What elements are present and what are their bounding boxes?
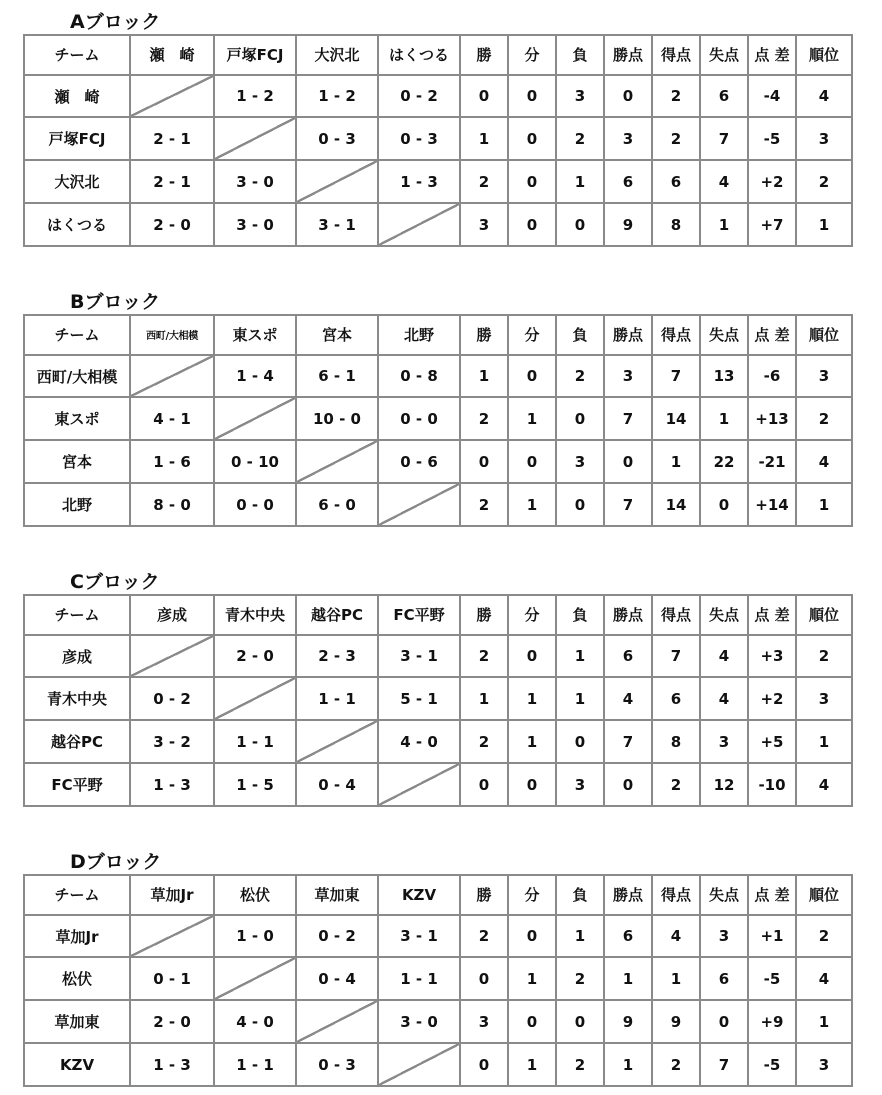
table-cell: 0 <box>508 203 556 246</box>
table-cell: 3 - 1 <box>378 915 460 958</box>
table-cell: -4 <box>748 75 796 118</box>
table-cell: 1 <box>460 355 508 398</box>
table-cell: 4 - 0 <box>378 720 460 763</box>
table-row <box>24 677 852 720</box>
table-cell: 1 - 3 <box>130 763 214 806</box>
header-cell: 勝 <box>460 35 508 75</box>
table-row <box>24 1043 852 1086</box>
diagonal-cell <box>378 203 460 246</box>
table-cell: 3 - 1 <box>296 203 378 246</box>
table-cell: 0 <box>508 160 556 203</box>
table-cell: 0 <box>556 1000 604 1043</box>
table-cell: 1 <box>652 440 700 483</box>
table-cell: 4 <box>796 75 852 118</box>
table-cell: 1 <box>796 1000 852 1043</box>
diagonal-cell <box>378 1043 460 1086</box>
header-cell: 勝点 <box>604 315 652 355</box>
table-cell: 3 <box>796 1043 852 1086</box>
table-cell: 3 <box>604 355 652 398</box>
table-cell: 7 <box>604 397 652 440</box>
header-cell: 分 <box>508 875 556 915</box>
team-name-cell: 青木中央 <box>24 677 130 720</box>
table-cell: 1 - 6 <box>130 440 214 483</box>
table-cell: 1 - 4 <box>214 355 296 398</box>
table-row <box>24 75 852 118</box>
header-cell: 戸塚FCJ <box>214 35 296 75</box>
table-cell: 1 <box>460 117 508 160</box>
table-cell: 0 - 2 <box>378 75 460 118</box>
table-cell: 3 <box>796 355 852 398</box>
table-cell: 12 <box>700 763 748 806</box>
table-cell: 6 <box>604 915 652 958</box>
table-row <box>24 1000 852 1043</box>
standings-table <box>23 314 853 527</box>
table-cell: 0 <box>700 483 748 526</box>
table-cell: -5 <box>748 117 796 160</box>
header-cell: 順位 <box>796 315 852 355</box>
table-row <box>24 440 852 483</box>
table-cell: 1 - 3 <box>130 1043 214 1086</box>
team-name-cell: はくつる <box>24 203 130 246</box>
table-cell: +1 <box>748 915 796 958</box>
table-cell: 2 <box>556 355 604 398</box>
table-cell: 4 - 0 <box>214 1000 296 1043</box>
table-cell: 0 <box>508 915 556 958</box>
header-cell: 勝点 <box>604 875 652 915</box>
block-title: Cブロック <box>70 571 160 593</box>
standings-table <box>23 594 853 807</box>
diagonal-cell <box>378 483 460 526</box>
table-cell: 2 <box>460 915 508 958</box>
header-cell: 負 <box>556 875 604 915</box>
table-cell: 3 <box>796 117 852 160</box>
table-cell: 2 <box>460 635 508 678</box>
header-cell: 勝 <box>460 875 508 915</box>
table-cell: 0 <box>508 355 556 398</box>
header-cell: 得点 <box>652 875 700 915</box>
table-cell: 2 <box>652 75 700 118</box>
header-cell: 彦成 <box>130 595 214 635</box>
team-name-cell: 草加Jr <box>24 915 130 958</box>
table-cell: 0 - 6 <box>378 440 460 483</box>
table-cell: 7 <box>652 355 700 398</box>
table-cell: 1 - 1 <box>214 1043 296 1086</box>
table-cell: 0 <box>460 957 508 1000</box>
table-cell: 3 - 0 <box>214 203 296 246</box>
table-cell: 0 <box>604 75 652 118</box>
table-cell: 0 - 3 <box>296 117 378 160</box>
table-cell: 3 - 1 <box>378 635 460 678</box>
team-name-cell: 宮本 <box>24 440 130 483</box>
team-name-cell: 松伏 <box>24 957 130 1000</box>
table-cell: -6 <box>748 355 796 398</box>
table-row <box>24 397 852 440</box>
table-cell: -5 <box>748 1043 796 1086</box>
header-cell: 東スポ <box>214 315 296 355</box>
diagonal-cell <box>214 677 296 720</box>
header-cell: 越谷PC <box>296 595 378 635</box>
header-cell: 順位 <box>796 875 852 915</box>
table-cell: 3 <box>700 720 748 763</box>
table-cell: 0 - 2 <box>296 915 378 958</box>
table-cell: 0 <box>508 1000 556 1043</box>
table-cell: 1 <box>508 1043 556 1086</box>
table-cell: 4 <box>700 635 748 678</box>
table-cell: 4 - 1 <box>130 397 214 440</box>
table-row <box>24 720 852 763</box>
table-cell: 9 <box>604 1000 652 1043</box>
table-row <box>24 915 852 958</box>
header-cell: 草加Jr <box>130 875 214 915</box>
table-cell: 2 - 0 <box>130 203 214 246</box>
table-cell: 0 <box>556 483 604 526</box>
table-cell: 4 <box>604 677 652 720</box>
diagonal-cell <box>214 397 296 440</box>
header-cell: 順位 <box>796 595 852 635</box>
table-cell: 2 - 0 <box>130 1000 214 1043</box>
diagonal-cell <box>378 763 460 806</box>
header-cell: チーム <box>24 315 130 355</box>
table-cell: 0 <box>508 75 556 118</box>
table-cell: 8 <box>652 720 700 763</box>
table-cell: 1 <box>700 397 748 440</box>
table-cell: +5 <box>748 720 796 763</box>
table-cell: 10 - 0 <box>296 397 378 440</box>
team-name-cell: 大沢北 <box>24 160 130 203</box>
header-cell: チーム <box>24 875 130 915</box>
table-cell: 2 <box>652 117 700 160</box>
diagonal-cell <box>296 160 378 203</box>
table-row <box>24 763 852 806</box>
header-cell: 勝点 <box>604 35 652 75</box>
table-cell: 1 - 3 <box>378 160 460 203</box>
table-cell: 0 <box>604 440 652 483</box>
table-cell: 2 <box>460 397 508 440</box>
header-cell: 失点 <box>700 35 748 75</box>
table-cell: 3 - 0 <box>378 1000 460 1043</box>
table-cell: 1 <box>652 957 700 1000</box>
table-cell: 4 <box>700 677 748 720</box>
table-cell: 0 <box>508 117 556 160</box>
table-cell: 3 <box>460 203 508 246</box>
team-name-cell: 越谷PC <box>24 720 130 763</box>
table-cell: 1 - 1 <box>296 677 378 720</box>
table-cell: -5 <box>748 957 796 1000</box>
table-cell: 1 <box>556 635 604 678</box>
table-cell: 2 <box>556 957 604 1000</box>
header-cell: 西町/大相模 <box>130 315 214 355</box>
table-cell: 0 <box>460 75 508 118</box>
table-cell: 0 - 8 <box>378 355 460 398</box>
table-cell: 14 <box>652 483 700 526</box>
table-cell: 7 <box>700 117 748 160</box>
table-cell: 3 <box>700 915 748 958</box>
table-cell: -21 <box>748 440 796 483</box>
table-cell: 2 <box>556 1043 604 1086</box>
table-cell: 2 <box>460 720 508 763</box>
table-cell: 6 <box>604 635 652 678</box>
diagonal-cell <box>130 355 214 398</box>
table-row <box>24 483 852 526</box>
header-cell: チーム <box>24 35 130 75</box>
header-cell: 負 <box>556 35 604 75</box>
table-cell: -10 <box>748 763 796 806</box>
header-cell: 北野 <box>378 315 460 355</box>
header-cell: 勝 <box>460 595 508 635</box>
table-cell: 6 <box>652 677 700 720</box>
table-cell: 7 <box>604 483 652 526</box>
header-cell: 勝点 <box>604 595 652 635</box>
table-cell: 2 - 1 <box>130 117 214 160</box>
diagonal-cell <box>130 75 214 118</box>
table-cell: 4 <box>796 763 852 806</box>
table-cell: 2 - 0 <box>214 635 296 678</box>
table-cell: 0 - 10 <box>214 440 296 483</box>
table-cell: +9 <box>748 1000 796 1043</box>
table-cell: 1 <box>556 160 604 203</box>
table-cell: +2 <box>748 160 796 203</box>
header-cell: 点 差 <box>748 315 796 355</box>
table-cell: 2 - 3 <box>296 635 378 678</box>
header-cell: 瀬 崎 <box>130 35 214 75</box>
header-row <box>24 35 852 75</box>
table-cell: 0 - 4 <box>296 957 378 1000</box>
diagonal-cell <box>130 635 214 678</box>
table-cell: 3 <box>604 117 652 160</box>
header-cell: はくつる <box>378 35 460 75</box>
table-cell: +7 <box>748 203 796 246</box>
table-cell: 0 <box>460 1043 508 1086</box>
table-row <box>24 957 852 1000</box>
standings-table <box>23 34 853 247</box>
header-cell: 宮本 <box>296 315 378 355</box>
table-cell: 1 <box>508 720 556 763</box>
table-cell: 2 <box>796 915 852 958</box>
table-cell: 5 - 1 <box>378 677 460 720</box>
header-cell: 分 <box>508 315 556 355</box>
header-cell: 失点 <box>700 595 748 635</box>
table-cell: 1 <box>796 720 852 763</box>
table-cell: 0 <box>460 763 508 806</box>
table-cell: 0 <box>604 763 652 806</box>
table-cell: 1 - 1 <box>378 957 460 1000</box>
table-cell: 0 <box>508 440 556 483</box>
table-cell: +2 <box>748 677 796 720</box>
header-cell: 分 <box>508 595 556 635</box>
table-cell: +3 <box>748 635 796 678</box>
table-cell: 0 <box>508 635 556 678</box>
header-cell: 失点 <box>700 315 748 355</box>
table-cell: 2 <box>652 1043 700 1086</box>
table-row <box>24 355 852 398</box>
table-cell: 2 <box>460 483 508 526</box>
table-cell: 0 - 3 <box>378 117 460 160</box>
team-name-cell: 瀬 崎 <box>24 75 130 118</box>
table-row <box>24 160 852 203</box>
team-name-cell: 戸塚FCJ <box>24 117 130 160</box>
table-cell: +13 <box>748 397 796 440</box>
header-cell: 負 <box>556 595 604 635</box>
table-cell: 1 <box>604 957 652 1000</box>
table-cell: 1 - 5 <box>214 763 296 806</box>
team-name-cell: 東スポ <box>24 397 130 440</box>
table-cell: 3 <box>460 1000 508 1043</box>
table-cell: 9 <box>604 203 652 246</box>
table-cell: 6 <box>604 160 652 203</box>
table-cell: 3 - 0 <box>214 160 296 203</box>
table-cell: 13 <box>700 355 748 398</box>
table-cell: 2 <box>796 397 852 440</box>
table-cell: 2 <box>796 160 852 203</box>
table-cell: 0 <box>556 397 604 440</box>
table-cell: 6 <box>700 957 748 1000</box>
table-row <box>24 635 852 678</box>
table-cell: 1 - 2 <box>214 75 296 118</box>
table-cell: 1 <box>508 483 556 526</box>
diagonal-cell <box>296 720 378 763</box>
table-cell: +14 <box>748 483 796 526</box>
table-cell: 3 <box>556 763 604 806</box>
table-cell: 0 - 0 <box>378 397 460 440</box>
table-cell: 1 <box>508 957 556 1000</box>
table-row <box>24 203 852 246</box>
team-name-cell: KZV <box>24 1043 130 1086</box>
header-cell: 草加東 <box>296 875 378 915</box>
table-cell: 0 - 4 <box>296 763 378 806</box>
table-cell: 0 <box>556 720 604 763</box>
header-cell: 得点 <box>652 35 700 75</box>
table-cell: 4 <box>652 915 700 958</box>
table-cell: 4 <box>796 957 852 1000</box>
table-cell: 3 <box>556 75 604 118</box>
table-cell: 6 - 0 <box>296 483 378 526</box>
header-cell: 分 <box>508 35 556 75</box>
diagonal-cell <box>214 957 296 1000</box>
team-name-cell: 草加東 <box>24 1000 130 1043</box>
diagonal-cell <box>214 117 296 160</box>
header-cell: 負 <box>556 315 604 355</box>
table-cell: 1 - 1 <box>214 720 296 763</box>
table-cell: 8 <box>652 203 700 246</box>
team-name-cell: 西町/大相模 <box>24 355 130 398</box>
header-cell: 点 差 <box>748 595 796 635</box>
table-cell: 22 <box>700 440 748 483</box>
team-name-cell: FC平野 <box>24 763 130 806</box>
table-cell: 6 - 1 <box>296 355 378 398</box>
table-cell: 3 - 2 <box>130 720 214 763</box>
header-cell: 勝 <box>460 315 508 355</box>
table-cell: 0 - 0 <box>214 483 296 526</box>
header-cell: 順位 <box>796 35 852 75</box>
table-cell: 1 <box>508 397 556 440</box>
table-cell: 1 <box>556 915 604 958</box>
table-cell: 2 - 1 <box>130 160 214 203</box>
block-title: Aブロック <box>70 11 161 33</box>
table-cell: 1 <box>604 1043 652 1086</box>
table-cell: 0 - 1 <box>130 957 214 1000</box>
table-cell: 2 <box>556 117 604 160</box>
table-cell: 7 <box>700 1043 748 1086</box>
header-cell: 得点 <box>652 315 700 355</box>
table-cell: 0 - 2 <box>130 677 214 720</box>
table-cell: 1 <box>508 677 556 720</box>
table-cell: 1 <box>796 203 852 246</box>
header-cell: KZV <box>378 875 460 915</box>
block-title: Bブロック <box>70 291 161 313</box>
header-cell: 失点 <box>700 875 748 915</box>
header-cell: 松伏 <box>214 875 296 915</box>
table-cell: 3 <box>796 677 852 720</box>
table-cell: 4 <box>700 160 748 203</box>
header-cell: 点 差 <box>748 875 796 915</box>
header-row <box>24 315 852 355</box>
header-cell: 得点 <box>652 595 700 635</box>
table-cell: 0 <box>460 440 508 483</box>
table-cell: 7 <box>652 635 700 678</box>
table-cell: 0 <box>556 203 604 246</box>
table-cell: 0 <box>508 763 556 806</box>
header-cell: チーム <box>24 595 130 635</box>
header-cell: 点 差 <box>748 35 796 75</box>
header-row <box>24 875 852 915</box>
team-name-cell: 彦成 <box>24 635 130 678</box>
table-cell: 2 <box>460 160 508 203</box>
table-cell: 4 <box>796 440 852 483</box>
table-row <box>24 117 852 160</box>
header-cell: 大沢北 <box>296 35 378 75</box>
diagonal-cell <box>130 915 214 958</box>
table-cell: 1 <box>700 203 748 246</box>
team-name-cell: 北野 <box>24 483 130 526</box>
table-cell: 0 - 3 <box>296 1043 378 1086</box>
table-cell: 8 - 0 <box>130 483 214 526</box>
header-cell: FC平野 <box>378 595 460 635</box>
table-cell: 0 <box>700 1000 748 1043</box>
standings-table <box>23 874 853 1087</box>
header-row <box>24 595 852 635</box>
table-cell: 1 - 2 <box>296 75 378 118</box>
header-cell: 青木中央 <box>214 595 296 635</box>
diagonal-cell <box>296 440 378 483</box>
table-cell: 2 <box>796 635 852 678</box>
table-cell: 6 <box>652 160 700 203</box>
table-cell: 1 <box>460 677 508 720</box>
table-cell: 2 <box>652 763 700 806</box>
table-cell: 1 <box>796 483 852 526</box>
table-cell: 1 - 0 <box>214 915 296 958</box>
table-cell: 9 <box>652 1000 700 1043</box>
table-cell: 1 <box>556 677 604 720</box>
block-title: Dブロック <box>70 851 162 873</box>
table-cell: 6 <box>700 75 748 118</box>
table-cell: 14 <box>652 397 700 440</box>
table-cell: 3 <box>556 440 604 483</box>
table-cell: 7 <box>604 720 652 763</box>
diagonal-cell <box>296 1000 378 1043</box>
